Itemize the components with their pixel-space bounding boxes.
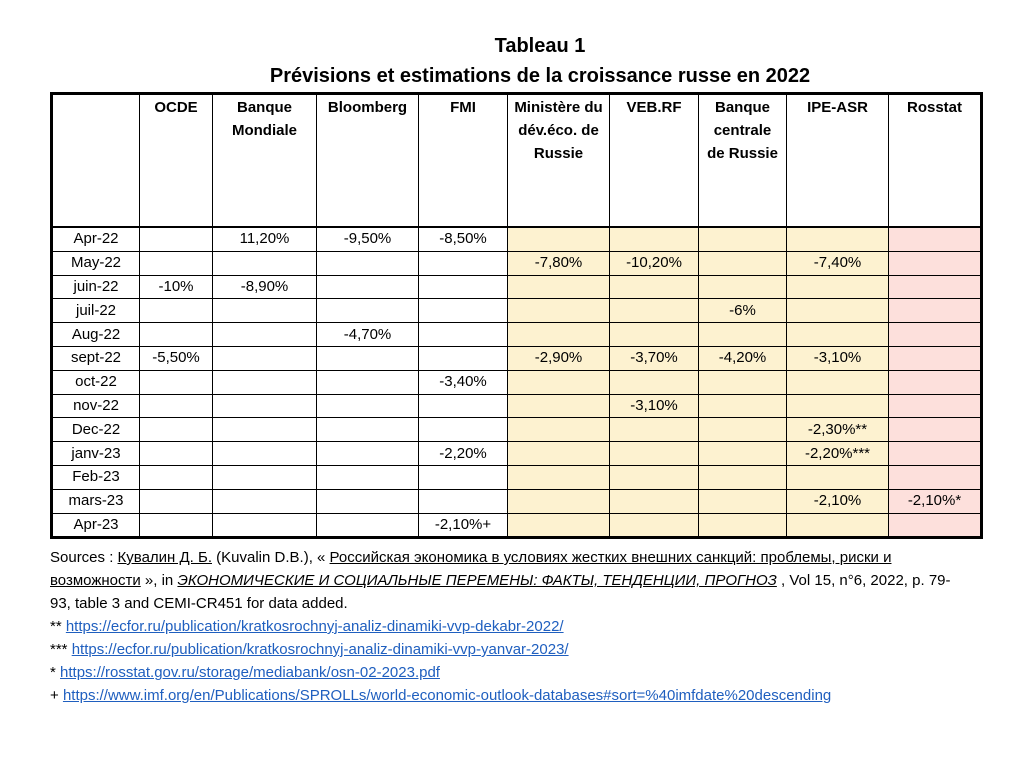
article-title-2: возможности — [50, 572, 141, 589]
data-cell — [140, 227, 213, 251]
table-row — [52, 513, 982, 538]
row-label: Apr-23 — [52, 513, 140, 538]
header-banque-centrale-de-russie: Banque centrale de Russie — [699, 94, 787, 228]
data-cell — [508, 465, 610, 489]
sources-line-3: 93, table 3 and CEMI-CR451 for data added. — [50, 595, 348, 612]
row-label: Dec-22 — [52, 418, 140, 442]
table-row — [52, 346, 982, 370]
table-row — [52, 370, 982, 394]
data-cell — [889, 251, 982, 275]
data-cell — [699, 275, 787, 299]
data-cell — [508, 418, 610, 442]
data-cell — [889, 418, 982, 442]
data-cell — [419, 299, 508, 323]
data-cell — [419, 394, 508, 418]
data-cell — [787, 370, 889, 394]
header-banque-mondiale: Banque Mondiale — [213, 94, 317, 228]
table-row — [52, 418, 982, 442]
data-cell — [699, 323, 787, 347]
row-label: nov-22 — [52, 394, 140, 418]
data-cell — [610, 418, 699, 442]
table-row — [52, 489, 982, 513]
data-cell: -5,50% — [140, 346, 213, 370]
row-label: oct-22 — [52, 370, 140, 394]
table-row — [52, 299, 982, 323]
data-cell — [889, 227, 982, 251]
data-cell — [140, 299, 213, 323]
data-cell — [787, 465, 889, 489]
data-cell — [508, 370, 610, 394]
row-label: sept-22 — [52, 346, 140, 370]
data-cell: -9,50% — [317, 227, 419, 251]
data-cell — [787, 394, 889, 418]
data-cell — [508, 513, 610, 538]
sources-line-1 — [50, 546, 1029, 569]
reference-line — [50, 661, 1029, 684]
data-cell — [787, 513, 889, 538]
data-cell — [140, 489, 213, 513]
data-cell: -6% — [699, 299, 787, 323]
data-cell — [419, 465, 508, 489]
data-cell — [889, 465, 982, 489]
header-veb-rf: VEB.RF — [610, 94, 699, 228]
header-corner — [52, 94, 140, 228]
reference-line — [50, 684, 1029, 707]
data-cell — [213, 442, 317, 466]
data-cell — [787, 227, 889, 251]
data-cell: -7,40% — [787, 251, 889, 275]
data-cell — [317, 489, 419, 513]
reference-links — [50, 615, 1029, 707]
data-cell — [508, 275, 610, 299]
data-cell — [610, 323, 699, 347]
row-label: juil-22 — [52, 299, 140, 323]
row-label: mars-23 — [52, 489, 140, 513]
data-cell: -2,20%*** — [787, 442, 889, 466]
data-cell — [787, 299, 889, 323]
reference-mark: *** — [50, 641, 72, 658]
data-cell — [317, 465, 419, 489]
header-minist-re-du-d-v-co-de-russie: Ministère du dév.éco. de Russie — [508, 94, 610, 228]
row-label: Apr-22 — [52, 227, 140, 251]
data-cell — [317, 442, 419, 466]
data-cell — [508, 442, 610, 466]
data-cell — [699, 489, 787, 513]
row-label: janv-23 — [52, 442, 140, 466]
data-cell — [699, 394, 787, 418]
sources-label: Sources : — [50, 549, 118, 566]
sources-notes — [50, 546, 1029, 707]
data-cell — [419, 418, 508, 442]
data-cell: -8,50% — [419, 227, 508, 251]
data-cell — [610, 275, 699, 299]
data-cell — [419, 489, 508, 513]
data-cell: -7,80% — [508, 251, 610, 275]
data-cell — [699, 251, 787, 275]
header-row — [52, 94, 982, 228]
data-cell — [317, 251, 419, 275]
data-cell — [140, 370, 213, 394]
data-cell — [699, 465, 787, 489]
table-row — [52, 275, 982, 299]
data-cell — [213, 370, 317, 394]
data-cell — [508, 394, 610, 418]
data-cell: -2,10%+ — [419, 513, 508, 538]
data-cell — [889, 513, 982, 538]
table-row — [52, 394, 982, 418]
data-cell — [699, 513, 787, 538]
data-cell: -8,90% — [213, 275, 317, 299]
reference-mark: + — [50, 687, 63, 704]
data-cell — [317, 370, 419, 394]
data-cell — [140, 465, 213, 489]
reference-link[interactable]: https://ecfor.ru/publication/kratkosrochnyj-analiz-dinamiki-vvp-yanvar-2023/ — [71, 641, 569, 658]
data-cell — [508, 227, 610, 251]
data-cell — [699, 418, 787, 442]
header-bloomberg: Bloomberg — [317, 94, 419, 228]
data-cell — [787, 275, 889, 299]
data-cell — [317, 418, 419, 442]
header-rosstat: Rosstat — [889, 94, 982, 228]
author-ru: Кувалин Д. Б. — [117, 549, 212, 566]
data-cell — [610, 227, 699, 251]
table-row — [52, 442, 982, 466]
in-text: », in — [140, 572, 178, 589]
data-cell — [787, 323, 889, 347]
table-subtitle: Prévisions et estimations de la croissance russe en 2022 — [269, 65, 811, 87]
data-cell — [610, 370, 699, 394]
data-cell: -2,10%* — [889, 489, 982, 513]
reference-line — [50, 615, 1029, 638]
data-cell — [889, 394, 982, 418]
data-cell — [317, 346, 419, 370]
data-cell — [889, 299, 982, 323]
data-cell — [889, 370, 982, 394]
data-cell: -2,10% — [787, 489, 889, 513]
data-cell — [889, 442, 982, 466]
data-cell — [610, 442, 699, 466]
reference-link[interactable]: https://www.imf.org/en/Publications/SPROLLs/world-economic-outlook-databases#sort=%40imfdate%20descending — [62, 687, 832, 704]
data-cell: -2,90% — [508, 346, 610, 370]
data-cell — [610, 489, 699, 513]
data-cell — [140, 442, 213, 466]
data-cell — [699, 227, 787, 251]
article-title-1: Российская экономика в условиях жестких внешних санкций: проблемы, риски и — [329, 549, 892, 566]
table-title: Tableau 1 — [494, 35, 586, 57]
data-cell — [213, 394, 317, 418]
data-cell — [508, 299, 610, 323]
forecast-table — [50, 92, 983, 539]
data-cell — [213, 323, 317, 347]
data-cell: -2,20% — [419, 442, 508, 466]
data-cell — [140, 394, 213, 418]
data-cell — [889, 346, 982, 370]
header-ipe-asr: IPE-ASR — [787, 94, 889, 228]
data-cell — [317, 394, 419, 418]
data-cell: -10% — [140, 275, 213, 299]
row-label: Aug-22 — [52, 323, 140, 347]
header-fmi: FMI — [419, 94, 508, 228]
table-row — [52, 465, 982, 489]
data-cell — [317, 275, 419, 299]
data-cell — [610, 299, 699, 323]
data-cell: 11,20% — [213, 227, 317, 251]
data-cell — [419, 275, 508, 299]
data-cell — [317, 513, 419, 538]
reference-line — [50, 638, 1029, 661]
data-cell — [889, 323, 982, 347]
data-cell — [508, 489, 610, 513]
row-label: juin-22 — [52, 275, 140, 299]
sources-line-2 — [50, 569, 1029, 592]
data-cell — [213, 251, 317, 275]
reference-mark: * — [50, 664, 61, 681]
data-cell — [317, 299, 419, 323]
data-cell — [140, 323, 213, 347]
data-cell: -3,40% — [419, 370, 508, 394]
data-cell: -3,10% — [787, 346, 889, 370]
row-label: May-22 — [52, 251, 140, 275]
table-row — [52, 323, 982, 347]
data-cell — [508, 323, 610, 347]
row-label: Feb-23 — [52, 465, 140, 489]
data-cell: -10,20% — [610, 251, 699, 275]
header-ocde: OCDE — [140, 94, 213, 228]
data-cell — [213, 299, 317, 323]
data-cell — [610, 465, 699, 489]
data-cell — [699, 442, 787, 466]
data-cell — [889, 275, 982, 299]
journal-name: ЭКОНОМИЧЕСКИЕ И СОЦИАЛЬНЫЕ ПЕРЕМЕНЫ: ФАКТЫ, ТЕНДЕНЦИИ, ПРОГНОЗ — [177, 572, 777, 589]
data-cell — [140, 513, 213, 538]
table-row — [52, 251, 982, 275]
data-cell: -4,20% — [699, 346, 787, 370]
data-cell: -4,70% — [317, 323, 419, 347]
data-cell — [213, 346, 317, 370]
data-cell — [140, 251, 213, 275]
table-row — [52, 227, 982, 251]
data-cell — [610, 513, 699, 538]
data-cell — [419, 251, 508, 275]
data-cell — [213, 513, 317, 538]
data-cell: -2,30%** — [787, 418, 889, 442]
reference-link[interactable]: https://ecfor.ru/publication/kratkosrochnyj-analiz-dinamiki-vvp-dekabr-2022/ — [65, 618, 564, 635]
data-cell — [419, 346, 508, 370]
author-latin: (Kuvalin D.B.), « — [212, 549, 330, 566]
data-cell — [140, 418, 213, 442]
volume-text: , Vol 15, n°6, 2022, p. 79- — [776, 572, 951, 589]
data-cell: -3,70% — [610, 346, 699, 370]
data-cell: -3,10% — [610, 394, 699, 418]
data-cell — [213, 465, 317, 489]
reference-mark: ** — [50, 618, 66, 635]
reference-link[interactable]: https://rosstat.gov.ru/storage/mediabank/osn-02-2023.pdf — [60, 664, 440, 681]
data-cell — [213, 489, 317, 513]
data-cell — [699, 370, 787, 394]
data-cell — [213, 418, 317, 442]
data-cell — [419, 323, 508, 347]
